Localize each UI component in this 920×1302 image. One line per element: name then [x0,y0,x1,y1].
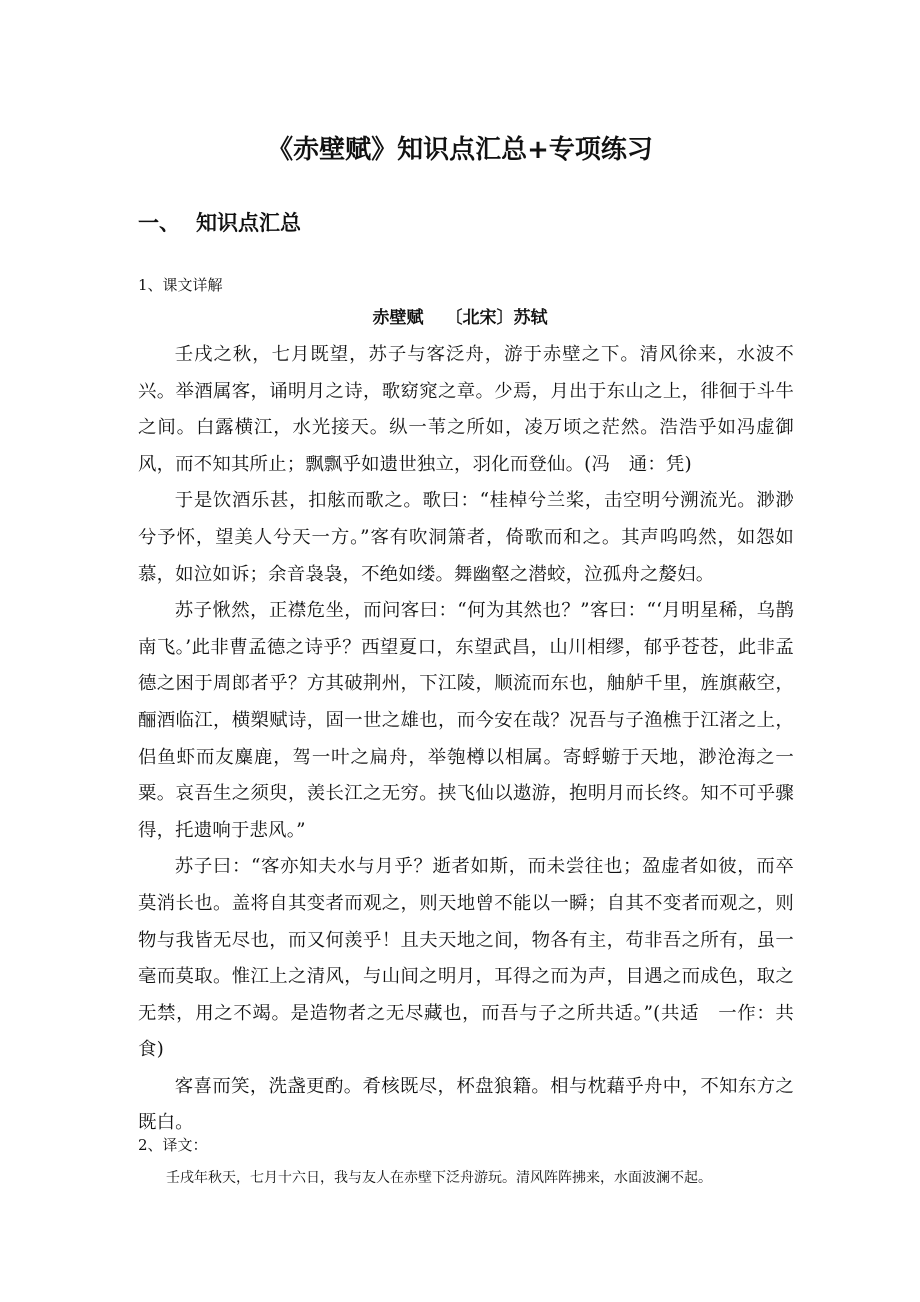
section-heading [138,208,301,238]
subsection-label-translation: 2、译文： [138,1136,208,1154]
translation-paragraph: 壬戌年秋天，七月十六日，我与友人在赤壁下泛舟游玩。清风阵阵拂来，水面波澜不起。 [166,1170,712,1186]
section-heading-text: 知识点汇总 [196,211,301,235]
poem-paragraph: 苏子愀然，正襟危坐，而问客曰：“何为其然也？”客曰：“‘月明星稀，乌鹊南飞。’此非曹孟德之诗乎？西望夏口，东望武昌，山川相缪，郁乎苍苍，此非孟德之困于周郎者乎？方其破荆州，下江陵，顺流而东也，舳舻千里，旌旗蔽空，酾酒临江，横槊赋诗，固一世之雄也，而今安在哉？况吾与子渔樵于江渚之上，侣鱼虾而友麋鹿，驾一叶之扁舟，举匏樽以相属。寄蜉蝣于天地，渺沧海之一粟。哀吾生之须臾，羡长江之无穷。挟飞仙以遨游，抱明月而长终。知不可乎骤得，托遗响于悲风。” [138,600,794,841]
poem-author: 〔北宋〕苏轼 [445,308,548,328]
poem-title-text: 赤壁赋 [372,308,424,328]
poem-title [0,305,920,331]
poem-paragraph: 壬戌之秋，七月既望，苏子与客泛舟，游于赤壁之下。清风徐来，水波不兴。举酒属客，诵明月之诗，歌窈窕之章。少焉，月出于东山之上，徘徊于斗牛之间。白露横江，水光接天。纵一苇之所如，凌万顷之茫然。浩浩乎如冯虚御风，而不知其所止；飘飘乎如遗世独立，羽化而登仙。(冯 通：凭) [138,344,794,475]
poem-paragraph: 苏子曰：“客亦知夫水与月乎？逝者如斯，而未尝往也；盈虚者如彼，而卒莫消长也。盖将自其变者而观之，则天地曾不能以一瞬；自其不变者而观之，则物与我皆无尽也，而又何羡乎！且夫天地之间，物各有主，苟非吾之所有，虽一毫而莫取。惟江上之清风，与山间之明月，耳得之而为声，目遇之而成色，取之无禁，用之不竭。是造物者之无尽藏也，而吾与子之所共适。”(共适 一作：共食) [138,856,794,1061]
page-title: 《赤壁赋》知识点汇总+专项练习 [267,135,653,165]
subsection-label-text-explanation: 1、课文详解 [138,276,223,294]
poem-paragraph: 客喜而笑，洗盏更酌。肴核既尽，杯盘狼籍。相与枕藉乎舟中，不知东方之既白。 [138,1075,794,1134]
poem-body [138,337,794,1142]
section-number: 一、 [138,211,180,235]
poem-paragraph: 于是饮酒乐甚，扣舷而歌之。歌曰：“桂棹兮兰桨，击空明兮溯流光。渺渺兮予怀，望美人兮天一方。”客有吹洞箫者，倚歌而和之。其声呜呜然，如怨如慕，如泣如诉；余音袅袅，不绝如缕。舞幽壑之潜蛟，泣孤舟之嫠妇。 [138,490,794,585]
